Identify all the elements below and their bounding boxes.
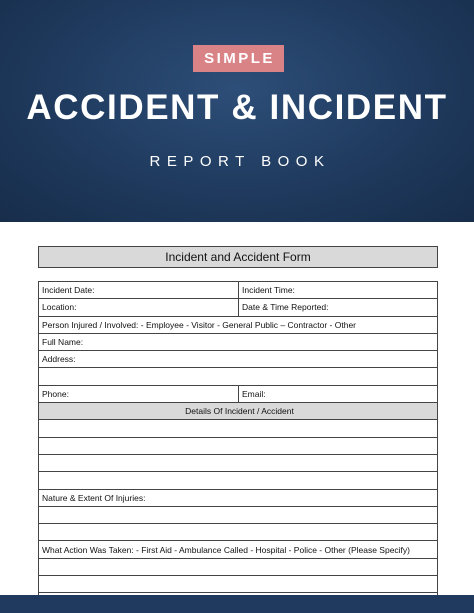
form-row-address-line-2 <box>39 368 437 385</box>
action-line[interactable] <box>39 559 437 576</box>
form-row-person-injured <box>39 317 437 334</box>
form-row-date-time <box>39 282 437 299</box>
address-field[interactable]: Address: <box>42 354 76 365</box>
details-line[interactable] <box>39 472 437 489</box>
date-time-reported-field[interactable]: Date & Time Reported: <box>242 302 329 313</box>
form-row-full-name <box>39 334 437 351</box>
details-line[interactable] <box>39 438 437 455</box>
details-heading: Details Of Incident / Accident <box>185 406 294 417</box>
details-line[interactable] <box>39 420 437 437</box>
simple-badge: SIMPLE <box>193 45 284 72</box>
cover-subtitle: REPORT BOOK <box>149 153 331 170</box>
form-row-contact <box>39 386 437 403</box>
phone-field[interactable]: Phone: <box>39 386 239 402</box>
form-row-address <box>39 351 437 368</box>
details-heading-row <box>39 403 437 420</box>
details-line[interactable] <box>39 455 437 472</box>
cover-title: ACCIDENT & INCIDENT <box>26 88 448 127</box>
location-field[interactable]: Location: <box>39 299 239 315</box>
incident-date-field[interactable]: Incident Date: <box>39 282 239 298</box>
form-row-nature-injuries <box>39 490 437 507</box>
action-taken-field[interactable]: What Action Was Taken: - First Aid - Ambulance Called - Hospital - Police - Other (Please Specify) <box>42 544 411 555</box>
form-title: Incident and Accident Form <box>38 246 438 268</box>
footer-bar <box>0 595 474 613</box>
injuries-line[interactable] <box>39 507 437 524</box>
incident-time-field[interactable]: Incident Time: <box>242 285 295 296</box>
nature-injuries-field[interactable]: Nature & Extent Of Injuries: <box>42 492 146 503</box>
cover-header <box>0 0 474 222</box>
email-field[interactable]: Email: <box>242 388 266 399</box>
form-row-action-taken <box>39 541 437 558</box>
person-injured-field[interactable]: Person Injured / Involved: - Employee - Visitor - General Public – Contractor - Other <box>42 319 357 330</box>
injuries-line[interactable] <box>39 524 437 541</box>
form-row-location <box>39 299 437 316</box>
action-line[interactable] <box>39 576 437 593</box>
address-line-2-field[interactable] <box>39 368 42 384</box>
full-name-field[interactable]: Full Name: <box>42 337 84 348</box>
incident-form-table <box>38 281 438 595</box>
